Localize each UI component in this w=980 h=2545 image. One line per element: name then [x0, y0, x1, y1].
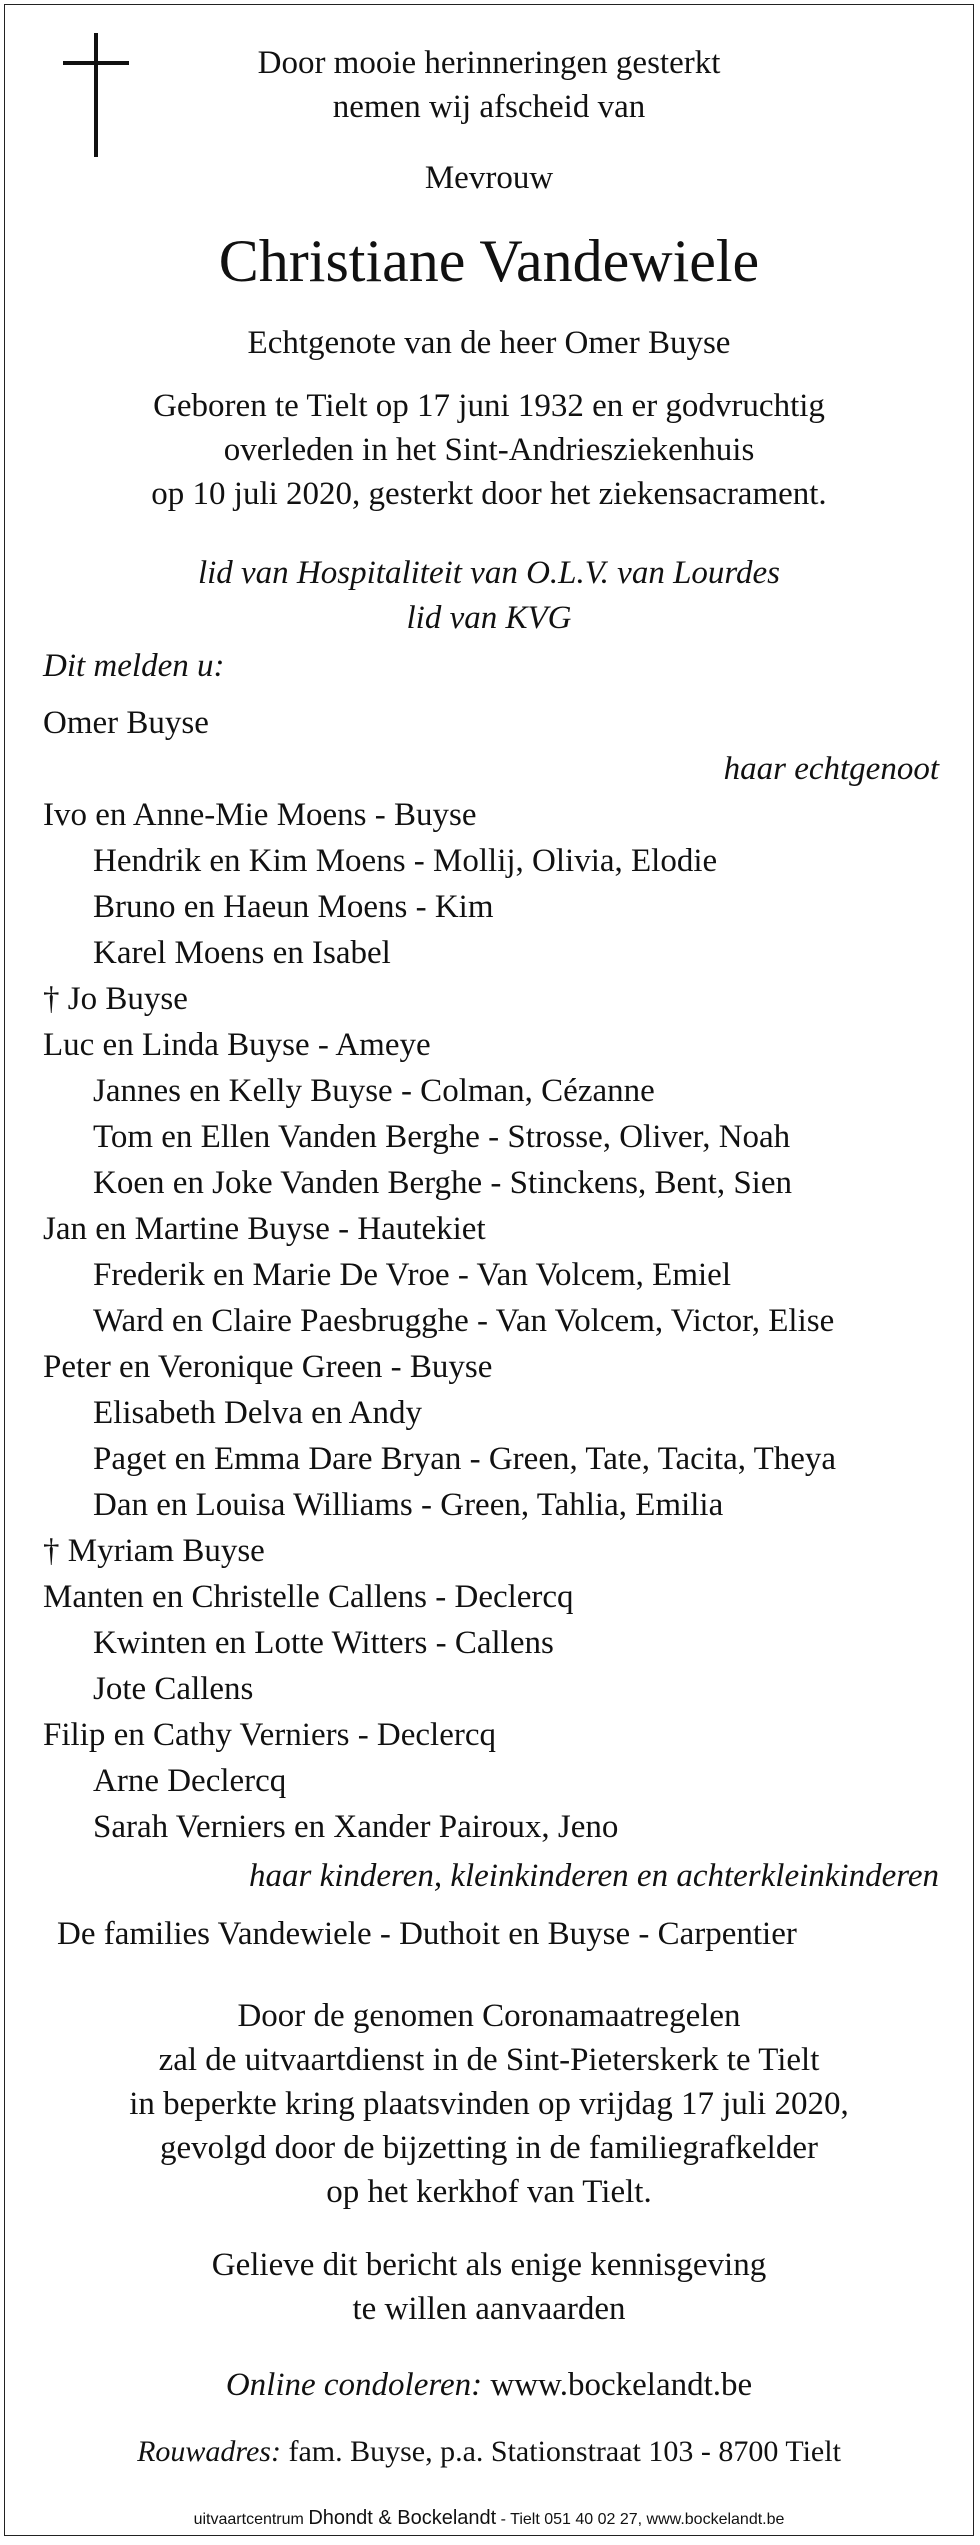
- family-line: Manten en Christelle Callens - Declercq: [43, 1579, 574, 1615]
- family-line: Sarah Verniers en Xander Pairoux, Jeno: [93, 1809, 619, 1845]
- family-line: Karel Moens en Isabel: [93, 935, 391, 971]
- footer-prefix: uitvaartcentrum: [193, 2511, 304, 2528]
- family-line: Jan en Martine Buyse - Hautekiet: [43, 1211, 486, 1247]
- family-line: Jannes en Kelly Buyse - Colman, Cézanne: [93, 1073, 655, 1109]
- rouwadres-label: Rouwadres:: [137, 2435, 281, 2468]
- rouwadres: [5, 2435, 973, 2469]
- husband-role: haar echtgenoot: [723, 751, 939, 787]
- children-role: haar kinderen, kleinkinderen en achterkleinkinderen: [249, 1858, 939, 1894]
- family-line: Frederik en Marie De Vroe - Van Volcem, Emiel: [93, 1257, 731, 1293]
- family-line: Jote Callens: [93, 1671, 254, 1707]
- family-line: † Myriam Buyse: [43, 1533, 265, 1569]
- birth-line-1: Geboren te Tielt op 17 juni 1932 en er godvruchtig: [153, 388, 825, 424]
- corona-line-4: gevolgd door de bijzetting in de familiegrafkelder: [160, 2130, 818, 2166]
- family-line: Paget en Emma Dare Bryan - Green, Tate, Tacita, Theya: [93, 1441, 837, 1477]
- family-line: Dan en Louisa Williams - Green, Tahlia, Emilia: [93, 1487, 724, 1523]
- family-line: Peter en Veronique Green - Buyse: [43, 1349, 493, 1385]
- online-label: Online condoleren:: [225, 2367, 483, 2403]
- birth-line-2: overleden in het Sint-Andriesziekenhuis: [223, 432, 755, 468]
- membership-1: lid van Hospitaliteit van O.L.V. van Lourdes: [197, 555, 781, 591]
- obituary-notice: [4, 4, 974, 2536]
- spouse-line: Echtgenote van de heer Omer Buyse: [247, 325, 731, 361]
- rouwadres-value: fam. Buyse, p.a. Stationstraat 103 - 8700 Tielt: [288, 2435, 841, 2468]
- corona-line-1: Door de genomen Coronamaatregelen: [237, 1998, 741, 2034]
- family-line: Ward en Claire Paesbrugghe - Van Volcem, Victor, Elise: [93, 1303, 835, 1339]
- families-line: De families Vandewiele - Duthoit en Buyse - Carpentier: [57, 1916, 797, 1952]
- online-condolence: [5, 2367, 973, 2404]
- membership-2: lid van KVG: [406, 600, 572, 636]
- footer-brand: Dhondt & Bockelandt: [308, 2507, 497, 2529]
- footer-contact: - Tielt 051 40 02 27, www.bockelandt.be: [500, 2511, 785, 2528]
- notice-line-2: te willen aanvaarden: [352, 2291, 626, 2327]
- family-line: Koen en Joke Vanden Berghe - Stinckens, Bent, Sien: [93, 1165, 792, 1201]
- family-line: Elisabeth Delva en Andy: [93, 1395, 423, 1431]
- announce-label: Dit melden u:: [43, 648, 225, 684]
- corona-line-3: in beperkte kring plaatsvinden op vrijdag 17 juli 2020,: [129, 2086, 849, 2122]
- family-line: Filip en Cathy Verniers - Declercq: [43, 1717, 497, 1753]
- family-line: Kwinten en Lotte Witters - Callens: [93, 1625, 554, 1661]
- family-line: Bruno en Haeun Moens - Kim: [93, 889, 494, 925]
- family-line: † Jo Buyse: [43, 981, 188, 1017]
- intro-line-2: nemen wij afscheid van: [332, 89, 646, 125]
- husband-name: Omer Buyse: [43, 705, 209, 741]
- family-line: Ivo en Anne-Mie Moens - Buyse: [43, 797, 477, 833]
- notice-line-1: Gelieve dit bericht als enige kennisgeving: [211, 2247, 767, 2283]
- corona-line-5: op het kerkhof van Tielt.: [326, 2174, 652, 2210]
- intro-line-1: Door mooie herinneringen gesterkt: [257, 45, 721, 81]
- family-line: Luc en Linda Buyse - Ameye: [43, 1027, 431, 1063]
- deceased-name: Christiane Vandewiele: [218, 228, 760, 294]
- birth-line-3: op 10 juli 2020, gesterkt door het ziekensacrament.: [151, 476, 827, 512]
- online-url: www.bockelandt.be: [490, 2367, 753, 2403]
- family-line: Tom en Ellen Vanden Berghe - Strosse, Oliver, Noah: [93, 1119, 791, 1155]
- family-line: Hendrik en Kim Moens - Mollij, Olivia, Elodie: [93, 843, 718, 879]
- corona-line-2: zal de uitvaartdienst in de Sint-Pieterskerk te Tielt: [158, 2042, 820, 2078]
- honorific: Mevrouw: [424, 160, 554, 196]
- footer: [5, 2507, 973, 2530]
- family-line: Arne Declercq: [93, 1763, 287, 1799]
